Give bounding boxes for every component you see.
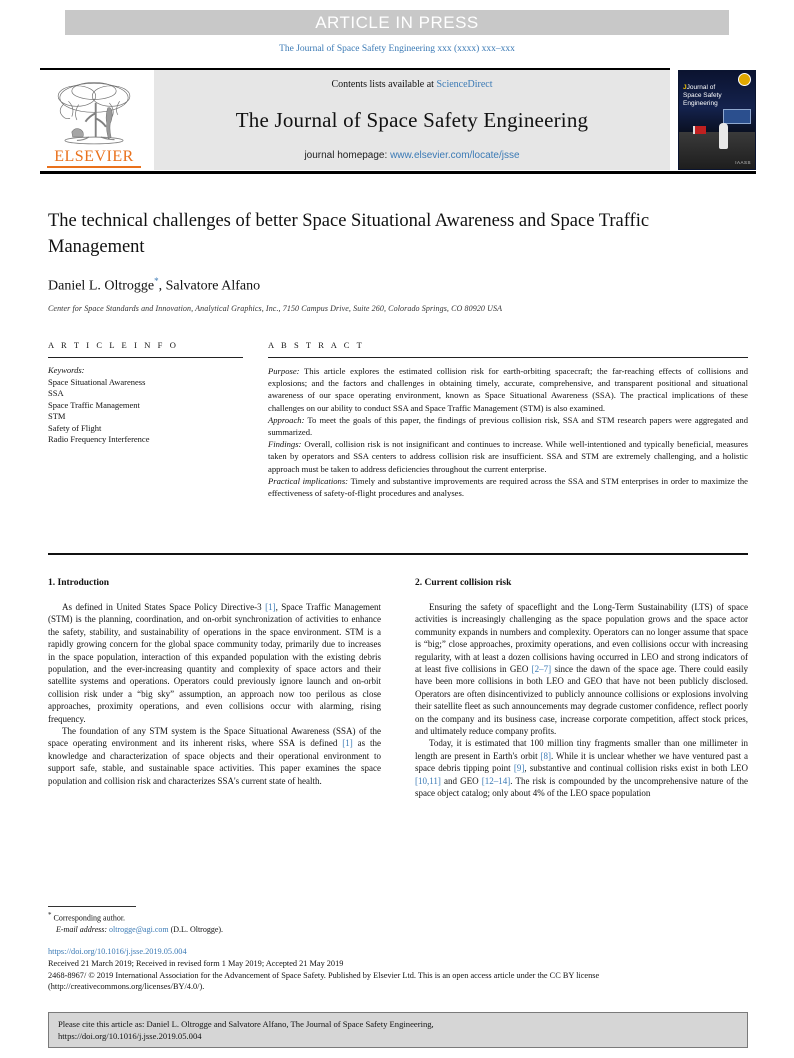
keywords-label: Keywords: bbox=[48, 365, 85, 375]
footer-received-dates: Received 21 March 2019; Received in revised form 1 May 2019; Accepted 21 May 2019 bbox=[48, 958, 344, 968]
body-paragraph: As defined in United States Space Policy Directive-3 [1], Space Traffic Management (STM) is the planning, coordination, and on-orbit synchronization of activities to enhance the safety, stability, and sustainability of operations in the space environment. STM is a rapidly growing concern for the global space community today, primarily due to increases in the space population, interaction of this expanded population with the existing debris population, and the ever-increasing quantity and complexity of space actors and their satellite systems and operations. Operators could previously ignore launch and on-orbit collision risk under a “big sky” assumption, an approach now too perilous as close approaches, proximity operations, and even collisions occur with alarming, rising frequency. bbox=[48, 602, 381, 724]
page-title: The technical challenges of better Space Situational Awareness and Space Traffic Management bbox=[48, 211, 650, 257]
author-primary: Daniel L. Oltrogge bbox=[48, 278, 155, 294]
body-columns bbox=[48, 578, 748, 800]
abstract-paragraph bbox=[268, 438, 748, 475]
keyword-item: Radio Frequency Interference bbox=[48, 434, 150, 444]
corresponding-author-text: Corresponding author. bbox=[53, 913, 126, 923]
abstract-heading: A B S T R A C T bbox=[268, 340, 365, 350]
cover-iaass-logo-icon bbox=[723, 109, 751, 124]
keyword-item: STM bbox=[48, 411, 66, 421]
journal-title: The Journal of Space Safety Engineering bbox=[235, 107, 589, 132]
article-info-heading: A R T I C L E I N F O bbox=[48, 340, 179, 350]
cover-title: JJournal of Space Safety Engineering bbox=[683, 84, 722, 107]
cover-footer-label: IAASS bbox=[735, 160, 751, 165]
citation-reference[interactable]: [1] bbox=[265, 602, 276, 612]
cover-line-1: Journal of bbox=[686, 84, 716, 91]
footnote-separator-rule bbox=[48, 906, 136, 907]
article-in-press-banner bbox=[65, 10, 729, 35]
article-info-column bbox=[48, 340, 243, 499]
masthead-bottom-rule bbox=[40, 171, 756, 174]
contents-lists-prefix: Contents lists available at bbox=[331, 79, 437, 90]
section-heading-introduction: 1. Introduction bbox=[48, 578, 110, 588]
article-in-press-label: ARTICLE IN PRESS bbox=[315, 12, 479, 32]
keyword-item: Space Traffic Management bbox=[48, 399, 140, 410]
abstract-text-purpose: This article explores the estimated collision risk for earth-orbiting spacecraft; the far-reaching effects of collisions and explosions; and the factors and challenges in obtaining timely, accurate, comprehensive, and transparent positional and situational awareness of our space operating environment, known as Space Situational Awareness (SSA). The practical implications of these challenges on our ability to conduct SSA and Space Traffic Management (STM) is also examined. bbox=[268, 366, 748, 413]
abstract-paragraph bbox=[268, 414, 748, 438]
contents-lists-line bbox=[331, 79, 492, 90]
corresponding-author-marker: * bbox=[154, 276, 159, 286]
journal-homepage-link[interactable]: www.elsevier.com/locate/jsse bbox=[390, 150, 520, 161]
abstract-rule bbox=[268, 357, 748, 358]
body-paragraph: Today, it is estimated that 100 million tiny fragments smaller than one millimeter in length are present in Earth's orbit [8]. While it is unclear whether we have ventured past a space debris tipping point [9], substantive and continual collision risks exist in both LEO [10,11] and GEO [12–14]. The risk is compounded by the uncomprehensive nature of the space object catalog; only about 4% of the LEO space population bbox=[415, 738, 748, 799]
elsevier-wordmark: ELSEVIER bbox=[54, 148, 134, 165]
cover-line-2: Space Safety bbox=[683, 92, 722, 99]
elsevier-tree-icon bbox=[51, 79, 137, 149]
footnote-star-marker: * bbox=[48, 911, 52, 919]
author-affiliation: Center for Space Standards and Innovation, Analytical Graphics, Inc., 7150 Campus Drive, Suite 260, Colorado Springs, CO 80920 USA bbox=[48, 303, 503, 313]
email-suffix: (D.L. Oltrogge). bbox=[170, 925, 224, 935]
journal-masthead bbox=[40, 68, 756, 174]
abstract-label-findings: Findings: bbox=[268, 439, 302, 450]
keyword-item: SSA bbox=[48, 388, 64, 398]
sciencedirect-link[interactable]: ScienceDirect bbox=[436, 79, 493, 90]
abstract-text-practical: Timely and substantive improvements are required across the SSA and STM enterprises in order to maximize the effectiveness of safety-of-flight procedures and analyses. bbox=[268, 475, 748, 499]
abstract-column bbox=[268, 340, 748, 499]
abstract-text-approach: To meet the goals of this paper, the findings of previous collision risk, SSA and STM research papers were aggregated and summarized. bbox=[268, 414, 748, 438]
citation-reference[interactable]: [9] bbox=[513, 763, 525, 774]
cover-badge-icon bbox=[738, 73, 751, 86]
citation-box bbox=[48, 1012, 748, 1048]
elsevier-underline bbox=[47, 166, 141, 168]
citation-line-2: https://doi.org/10.1016/j.jsse.2019.05.004 bbox=[58, 1031, 202, 1041]
title-block bbox=[48, 208, 708, 313]
email-link[interactable]: oltrogge@agi.com bbox=[109, 925, 169, 935]
citation-line-1: Please cite this article as: Daniel L. Oltrogge and Salvatore Alfano, The Journal of Space Safety Engineering, bbox=[58, 1019, 434, 1029]
abstract-paragraph bbox=[268, 475, 748, 499]
body-column-right bbox=[415, 578, 748, 800]
citation-reference[interactable]: [12–14] bbox=[481, 775, 511, 786]
email-line bbox=[48, 924, 388, 936]
page-footer bbox=[48, 946, 748, 993]
cover-flag-icon bbox=[693, 126, 706, 134]
keyword-item: Safety of Flight bbox=[48, 422, 102, 433]
footer-doi-link[interactable]: https://doi.org/10.1016/j.jsse.2019.05.004 bbox=[48, 947, 187, 956]
corresponding-author-line bbox=[48, 910, 388, 924]
journal-homepage-line bbox=[304, 150, 519, 161]
citation-reference[interactable]: [10,11] bbox=[415, 775, 441, 786]
masthead-center bbox=[154, 70, 670, 170]
citation-reference[interactable]: [1] bbox=[342, 738, 353, 749]
footer-copyright: 2468-8967/ © 2019 International Association for the Advancement of Space Safety. Published by Elsevier Ltd. This is an open access article under the CC BY license (http://creativecommons.org/licenses/BY/4.0/). bbox=[48, 970, 600, 992]
abstract-text-findings: Overall, collision risk is not insignificant and continues to increase. While well-intentioned and typically beneficial, measures taken by operators and SSA centers to address collision risk are insufficient. SSA and STM are extremely challenging, and a holistic approach must be taken to address deficiencies throughout the current enterprise. bbox=[268, 439, 748, 474]
body-column-left bbox=[48, 578, 381, 800]
elsevier-logo bbox=[40, 70, 148, 170]
article-info-rule bbox=[48, 357, 243, 358]
email-label: E-mail address: bbox=[56, 925, 108, 935]
journal-running-head: The Journal of Space Safety Engineering xxx (xxxx) xxx–xxx bbox=[279, 44, 515, 54]
abstract-bottom-rule bbox=[48, 553, 748, 555]
journal-homepage-label: journal homepage: bbox=[304, 150, 391, 161]
abstract-label-purpose: Purpose: bbox=[268, 366, 300, 376]
cover-astronaut-icon bbox=[719, 123, 728, 149]
citation-reference[interactable]: [8] bbox=[540, 750, 551, 761]
author-list bbox=[48, 276, 708, 295]
corresponding-author-footnote bbox=[48, 910, 388, 936]
body-paragraph: Ensuring the safety of spaceflight and the Long-Term Sustainability (LTS) of space activities is increasingly challenging as the space population grows and the space actor community expands in numbers and complexity. Operators can no longer assume that space is “big;” close approaches, proximity operations, and even collisions occur with increasing regularity, with at least a dozen collisions having occurred in LEO and strong indicators of at least five collisions in GEO [2–7] since the dawn of the space age. There could easily have been more collisions in both LEO and GEO that have not been publicly disclosed. Operators are often disincentivized to publicly announce collisions or explosions involving their satellite fleet as such announcements may degrade customer confidence, reflect poorly on the company and its business case, increase corporate competition, affect stock prices, and ultimately reduce company profits. bbox=[415, 602, 748, 737]
abstract-label-approach: Approach: bbox=[268, 414, 305, 425]
section-heading-collision-risk: 2. Current collision risk bbox=[415, 578, 512, 588]
citation-reference[interactable]: [2–7] bbox=[531, 664, 552, 675]
journal-cover-thumbnail bbox=[678, 70, 756, 170]
keyword-item: Space Situational Awareness bbox=[48, 376, 146, 387]
abstract-paragraph bbox=[268, 365, 748, 414]
author-secondary: , Salvatore Alfano bbox=[158, 278, 261, 294]
info-abstract-region bbox=[48, 340, 748, 499]
body-paragraph: The foundation of any STM system is the Space Situational Awareness (SSA) of the space operating environment and its inherent risks, where SSA is defined [1] as the knowledge and characterization of space objects and their operational environment to support safe, stable, and sustainable space activities. This paper examines the space population and collision risk and characterizes SSA's current state of health. bbox=[48, 726, 381, 786]
cover-line-3: Engineering bbox=[683, 100, 718, 107]
abstract-label-practical: Practical implications: bbox=[268, 475, 349, 486]
